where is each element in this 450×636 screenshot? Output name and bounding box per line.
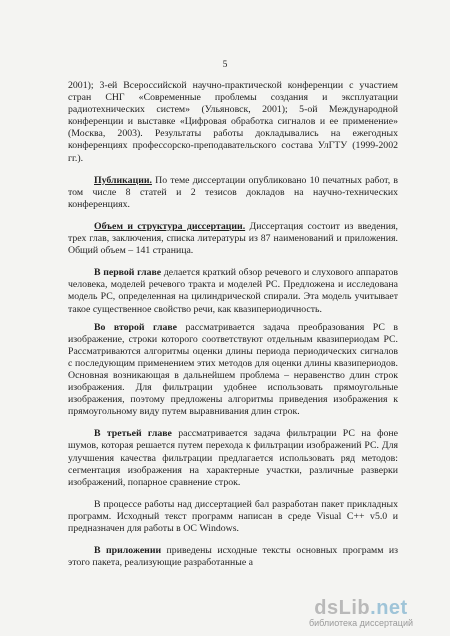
paragraph-conferences: 2001); 3-ей Всероссийской научно-практической конференции с участием стран СНГ «Современные проблемы создания и эксплуатации радиотехнических систем» (Ульяновск, 2001); 5-ой Международной конференции и выставке «Цифровая обработка сигналов и ее применение» (Москва, 2003). Результаты работы докладывались на ежегодных конференциях профессорско-преподавательского состава УлГТУ (1999-2002 гг.). [68, 80, 398, 164]
paragraph-software: В процессе работы над диссертацией бал разработан пакет прикладных программ. Исходный текст программ написан в среде Visual C++ v5.0 и предназначен для работы в ОС Windows. [68, 498, 398, 534]
chapter-2-text: рассматривается задача преобразования РС в изображение, строки которого соответствуют отдельным квазипериодам РС. Рассматриваются алгоритмы оценки длины периода периодических сигналов с последующим применением этих методов для оценки длины квазипериодов. Основная возникающая в дальнейшем проблема – неравенство длин строк изображения. Для фильтрации удобнее использовать прямоугольные изображения, поэтому предложены алгоритмы приведения изображения к прямоугольному виду путем выравнивания длин строк. [68, 321, 398, 418]
structure-heading: Объем и структура диссертации. [94, 220, 246, 232]
chapter-3-text: рассматривается задача фильтрации РС на фоне шумов, которая решается путем перехода к фильтрации изображений РС. Для улучшения качества фильтрации предлагается использовать ряд методов: сегментация изображения на характерные участки, различные разверки изображений, попарное сравнение строк. [68, 428, 398, 488]
chapter-1-heading: В первой главе [94, 267, 162, 279]
paragraph-publications [68, 175, 398, 211]
structure-text: Диссертация состоит из введения, трех глав, заключения, списка литературы из 87 наименований и приложения. Общий объем – 141 страница. [68, 220, 398, 257]
paragraph-structure [68, 221, 398, 257]
watermark-logo-main: dsLib [314, 597, 371, 619]
appendix-text: приведены исходные тексты основных программ из этого пакета, реализующие разработанные а [68, 545, 398, 569]
page-number: 5 [222, 60, 228, 70]
watermark-logo [286, 597, 436, 620]
appendix-heading: В приложении [94, 545, 162, 557]
watermark-logo-accent: .net [370, 597, 408, 619]
chapter-2-heading: Во второй главе [94, 321, 178, 333]
document-body [68, 80, 398, 569]
watermark [286, 597, 436, 628]
paragraph-chapter-2 [68, 322, 398, 419]
publications-heading: Публикации. [94, 174, 152, 186]
paragraph-chapter-3 [68, 428, 398, 488]
chapter-3-heading: В третьей главе [94, 428, 172, 440]
chapter-1-text: делается краткий обзор речевого и слухового аппаратов человека, моделей речевого тракта и моделей РС. Предложена и исследована модель РС, определенная на цилиндрической спирали. Эта модель учитывает такое существенное свойство речи, как квазипериодичность. [68, 267, 398, 315]
watermark-subtitle: библиотека диссертаций [308, 618, 413, 628]
publications-text: По теме диссертации опубликовано 10 печатных работ, в том числе 8 статей и 2 тезисов докладов на научно-технических конференциях. [68, 174, 398, 210]
paragraph-chapter-1 [68, 267, 398, 315]
paragraph-appendix [68, 545, 398, 569]
